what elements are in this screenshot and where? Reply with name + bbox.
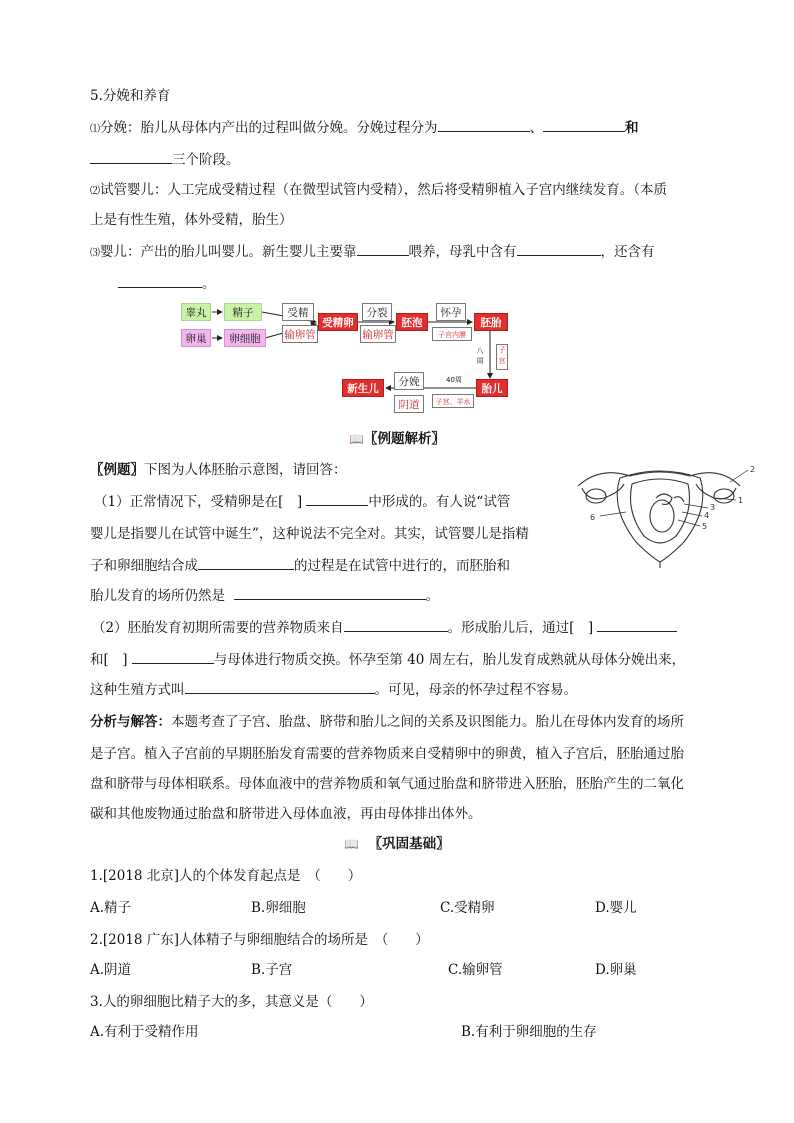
book-icon: 📖 (349, 432, 364, 446)
box-testis: 睾丸 (181, 303, 211, 321)
label-forty-weeks: 40周 (446, 376, 462, 384)
item2-marker: ⑵ (90, 186, 100, 197)
practice-q1: 1.[2018 北京]人的个体发育起点是 （ ） (90, 868, 362, 884)
practice-q3: 3.人的卵细胞比精子大的多，其意义是（ ） (90, 994, 373, 1010)
label-uterus-amniotic: 子宫、羊水 (432, 394, 474, 408)
q1-option-d[interactable]: D.婴儿 (595, 900, 637, 916)
analysis-line2: 是子宫。植入子宫前的早期胚胎发育需要的营养物质来自受精卵中的卵黄，植入子宫后，胚胎通过胎 (90, 746, 684, 762)
q2-option-a[interactable]: A.阴道 (90, 962, 132, 978)
fig-label-5: 5 (702, 522, 708, 531)
q2-text-d: 与母体进行物质交换。怀孕至第 40 周左右，胎儿发育成熟就从母体分娩出来， (213, 652, 686, 668)
item3-end: 。 (202, 276, 216, 292)
item3-marker: ⑶ (90, 248, 100, 259)
item1-end: 三个阶段。 (172, 152, 240, 168)
q1-text-g: 。 (425, 588, 440, 604)
box-newborn: 新生儿 (342, 379, 384, 397)
label-pregnancy: 怀孕 (436, 303, 466, 321)
example-intro (90, 458, 347, 478)
q1-text-f: 胎儿发育的场所仍然是 (90, 588, 225, 604)
box-embryo: 胚胎 (474, 313, 508, 331)
section-heading: 5.分娩和养育 (90, 88, 171, 104)
example-title (0, 427, 794, 447)
fig-label-4: 4 (704, 511, 710, 520)
label-delivery: 分娩 (394, 372, 424, 390)
practice-title-text: 〖巩固基础〗 (368, 836, 450, 852)
example-title-text: 〖例题解析〗 (363, 431, 445, 447)
practice-q2: 2.[2018 广东]人体精子与卵细胞结合的场所是 （ ） (90, 932, 429, 948)
example-q1-line2: 婴儿是指婴儿在试管中诞生”，这种说法不完全对。其实，试管婴儿是指精 (90, 526, 529, 542)
box-blastocyst: 胚泡 (396, 313, 428, 331)
uterus-drawing (560, 458, 760, 568)
q1-option-a[interactable]: A.精子 (90, 900, 132, 916)
blank-zygote[interactable] (198, 555, 294, 570)
label-eight-weeks: 八周 (476, 347, 484, 365)
box-fetus: 胎儿 (476, 379, 508, 397)
flow-arrows (0, 0, 794, 420)
q2-option-d[interactable]: D.卵巢 (595, 962, 637, 978)
q2-text-f: 。可见，母亲的怀孕过程不容易。 (374, 682, 577, 698)
q1-text-d: 子和卵细胞结合成 (90, 558, 198, 574)
q2-text-c: 和[ ] (90, 652, 128, 668)
example-q1-line4 (90, 584, 439, 604)
q3-option-a[interactable]: A.有利于受精作用 (90, 1024, 199, 1040)
box-sperm: 精子 (224, 303, 262, 321)
label-oviduct-2: 输卵管 (360, 325, 396, 343)
blank-development-site[interactable] (234, 585, 426, 600)
practice-title (0, 832, 794, 852)
uterus-embryo-figure (560, 458, 760, 568)
analysis-line4: 碳和其他废物通过胎盘和脐带进入母体血液，再由母体排出体外。 (90, 806, 482, 822)
box-ovary: 卵巢 (181, 329, 211, 347)
example-q2-line1 (92, 616, 677, 636)
label-division: 分裂 (362, 303, 392, 321)
q1-text-b: 中形成的。有人说“试管 (368, 494, 511, 510)
q2-option-b[interactable]: B.子宫 (251, 962, 293, 978)
fig-label-6: 6 (590, 513, 596, 522)
label-vagina: 阴道 (394, 395, 424, 413)
and-text: 和 (625, 120, 639, 136)
example-q2-line2 (90, 648, 685, 668)
q1-option-b[interactable]: B.卵细胞 (251, 900, 306, 916)
label-uterine-lining: 子宫内膜 (432, 327, 472, 341)
label-fertilization: 受精 (282, 303, 314, 321)
example-q2-line3 (90, 678, 577, 698)
book-icon: 📖 (344, 837, 360, 851)
item3-text-b: 喂养，母乳中含有 (408, 244, 517, 260)
example-label: 〖例题〗 (90, 462, 144, 478)
label-oviduct-1: 输卵管 (282, 325, 318, 343)
blank-nutrient-source[interactable] (344, 617, 448, 632)
q1-text-e: 的过程是在试管中进行的，而胚胎和 (294, 558, 510, 574)
analysis-line1 (90, 710, 684, 730)
q2-text-b: 。形成胎儿后，通过[ ] (447, 620, 594, 636)
label-uterus: 子宫 (496, 344, 508, 370)
item3-text-a: 婴儿：产出的胎儿叫婴儿。新生婴儿主要靠 (100, 244, 357, 260)
q2-option-c[interactable]: C.输卵管 (448, 962, 503, 978)
analysis-text-1: 本题考查了子宫、胎盘、脐带和胎儿之间的关系及识图能力。胎儿在母体内发育的场所 (171, 714, 684, 730)
item2-text: 试管婴儿：人工完成受精过程（在微型试管内受精），然后将受精卵植入子宫内继续发育。（本质 (100, 182, 667, 198)
fig-label-3: 3 (710, 503, 716, 512)
blank-placenta[interactable] (597, 617, 677, 632)
q2-text-e: 这种生殖方式叫 (90, 682, 185, 698)
blank-reproduction-type[interactable] (185, 679, 375, 694)
example-q1-line3 (90, 554, 510, 574)
separator: 、 (529, 120, 543, 136)
item3-text-c: ，还含有 (600, 244, 655, 260)
blank-fertilization-site[interactable] (306, 491, 368, 506)
item1-text: 分娩：胎儿从母体内产出的过程叫做分娩。分娩过程分为 (100, 120, 438, 136)
example-q1-line1 (94, 490, 510, 510)
blank-umbilical-cord[interactable] (132, 649, 214, 664)
q1-option-c[interactable]: C.受精卵 (440, 900, 495, 916)
item-ivf-cont: 上是有性生殖，体外受精，胎生） (90, 212, 293, 228)
example-intro-text: 下图为人体胚胎示意图，请回答： (144, 462, 347, 478)
q1-text-a: （1）正常情况下，受精卵是在[ ] (94, 494, 303, 510)
item1-marker: ⑴ (90, 124, 100, 135)
box-egg: 卵细胞 (224, 329, 266, 347)
fig-label-1: 1 (738, 496, 744, 505)
q2-text-a: （2）胚胎发育初期所需要的营养物质来自 (92, 620, 344, 636)
analysis-label: 分析与解答： (90, 714, 171, 730)
fig-label-2: 2 (750, 465, 756, 474)
box-zygote: 受精卵 (318, 313, 358, 331)
q3-option-b[interactable]: B.有利于卵细胞的生存 (461, 1024, 597, 1040)
analysis-line3: 盘和脐带与母体相联系。母体血液中的营养物质和氧气通过胎盘和脐带进入胚胎，胚胎产生的二氧化 (90, 776, 684, 792)
